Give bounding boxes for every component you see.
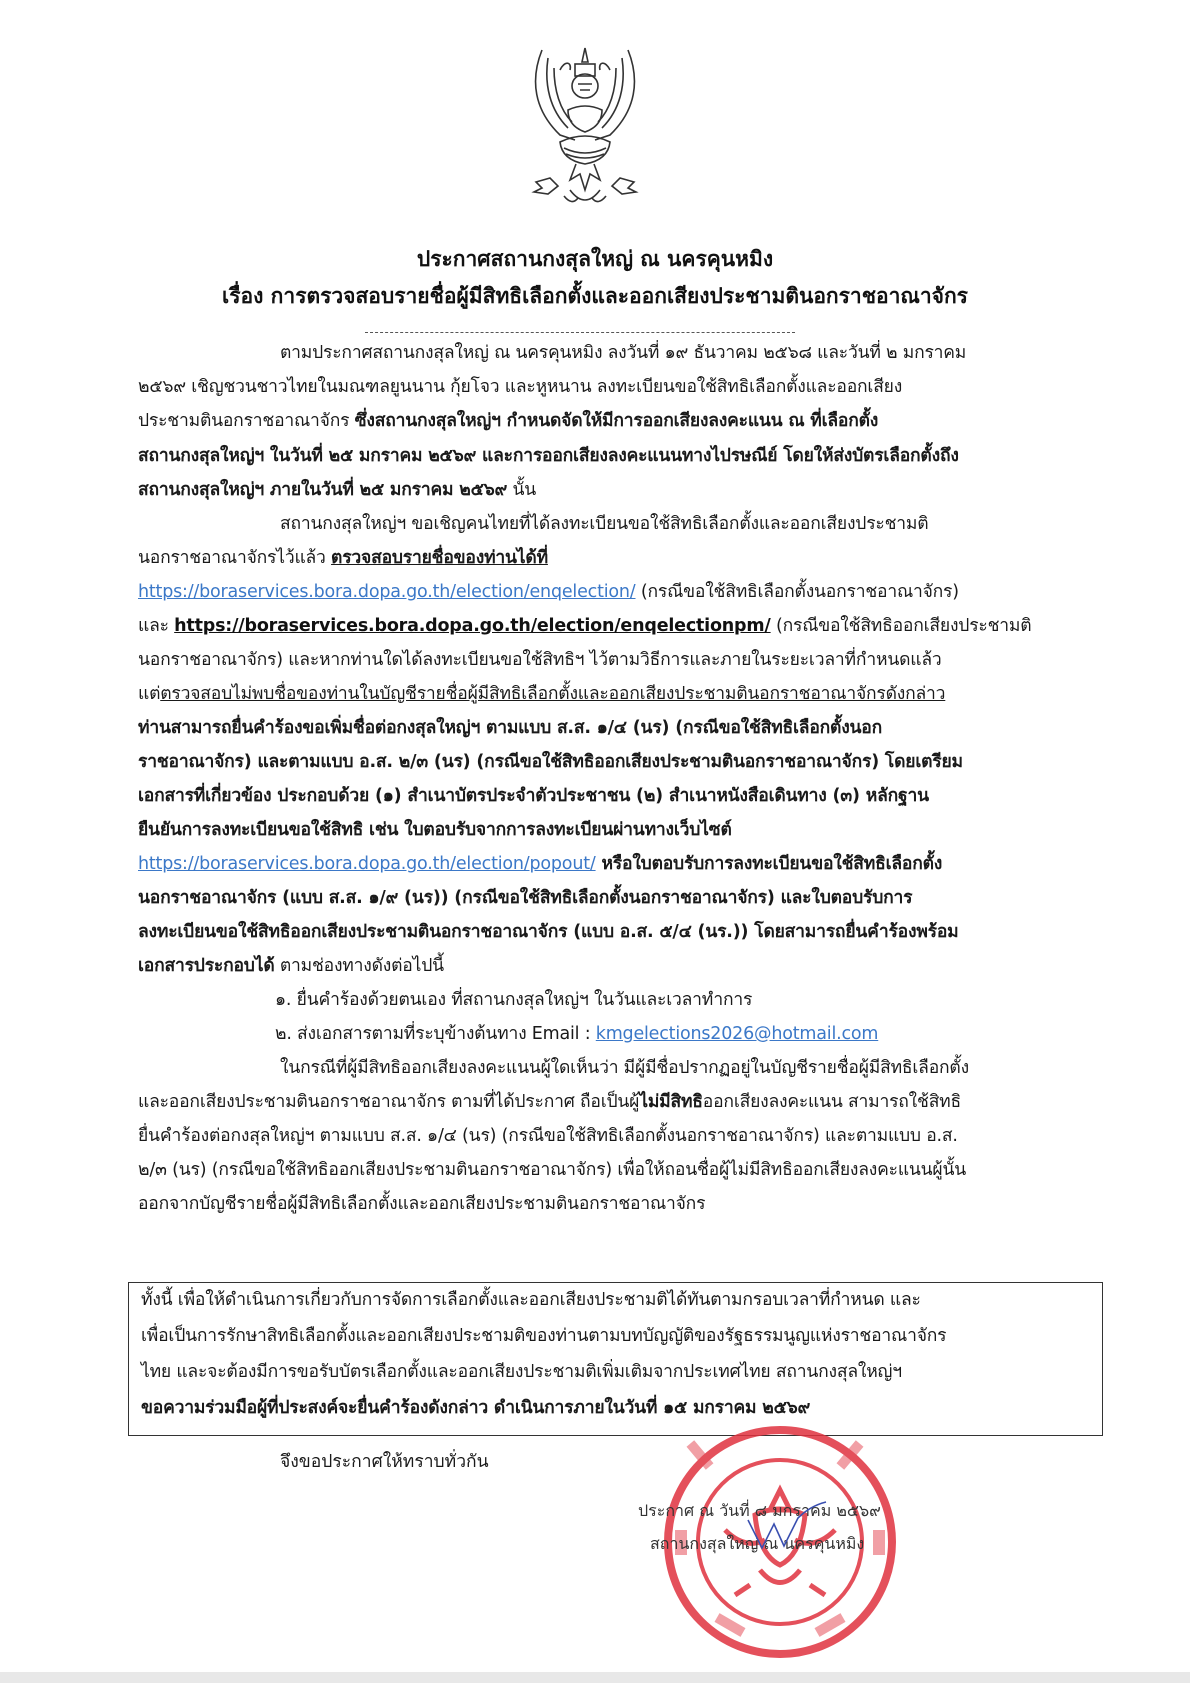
para2-line10: ยืนยันการลงทะเบียนขอใช้สิทธิ เช่น ใบตอบรับจากการลงทะเบียนผ่านทางเว็บไซต์ [138, 820, 732, 840]
para2-line6-underlined: ตรวจสอบไม่พบชื่อของท่านในบัญชีรายชื่อผู้มีสิทธิเลือกตั้งและออกเสียงประชามตินอกราชอาณาจักรดังกล่าว [160, 684, 946, 704]
para3-line2-b: ออกเสียงลงคะแนน สามารถใช้สิทธิ [702, 1092, 962, 1112]
para2-line6 [138, 679, 1098, 709]
para2-line14-bold: เอกสารประกอบได้ [138, 956, 275, 976]
para2-line2-text: นอกราชอาณาจักรไว้แล้ว [138, 548, 332, 568]
garuda-emblem-icon [520, 40, 650, 220]
announcement-subject: เรื่อง การตรวจสอบรายชื่อผู้มีสิทธิเลือกตั้งและออกเสียงประชามตินอกราชอาณาจักร [222, 284, 968, 308]
para3-line3: ยื่นคำร้องต่อกงสุลใหญ่ฯ ตามแบบ ส.ส. ๑/๔ (นร) (กรณีขอใช้สิทธิเลือกตั้งนอกราชอาณาจักร) และตามแบบ อ.ส. [138, 1126, 958, 1146]
para2-line8: ราชอาณาจักร) และตามแบบ อ.ส. ๒/๓ (นร) (กรณีขอใช้สิทธิออกเสียงประชามตินอกราชอาณาจักร) โดยเตรียม [138, 752, 963, 772]
para1-line2: ๒๕๖๙ เชิญชวนชาวไทยในมณฑลยูนนาน กุ้ยโจว และหูหนาน ลงทะเบียนขอใช้สิทธิเลือกตั้งและออกเสียง [138, 377, 903, 397]
para2-line13: ลงทะเบียนขอใช้สิทธิออกเสียงประชามตินอกราชอาณาจักร (แบบ อ.ส. ๕/๔ (นร.)) โดยสามารถยื่นคำร้องพร้อม [138, 922, 959, 942]
closing-statement: จึงขอประกาศให้ทราบทั่วกัน [280, 1452, 489, 1472]
para2-line12: นอกราชอาณาจักร (แบบ ส.ส. ๑/๙ (นร)) (กรณีขอใช้สิทธิเลือกตั้งนอกราชอาณาจักร) และใบตอบรับการ [138, 888, 913, 908]
channel-item-2 [275, 1019, 1095, 1049]
para1-line3 [138, 406, 1098, 436]
para3-line5: ออกจากบัญชีรายชื่อผู้มีสิทธิเลือกตั้งและออกเสียงประชามตินอกราชอาณาจักร [138, 1194, 706, 1214]
link1-note: (กรณีขอใช้สิทธิเลือกตั้งนอกราชอาณาจักร) [635, 582, 959, 602]
para1-line3-bold: ซึ่งสถานกงสุลใหญ่ฯ กำหนดจัดให้มีการออกเสียงลงคะแนน ณ ที่เลือกตั้ง [354, 411, 879, 431]
para2-line9: เอกสารที่เกี่ยวข้อง ประกอบด้วย (๑) สำเนาบัตรประจำตัวประชาชน (๒) สำเนาหนังสือเดินทาง (๓) หลักฐาน [138, 786, 929, 806]
para1-line1: ตามประกาศสถานกงสุลใหญ่ ณ นครคุนหมิง ลงวันที่ ๑๙ ธันวาคม ๒๕๖๘ และวันที่ ๒ มกราคม [280, 343, 967, 363]
issuer-name: สถานกงสุลใหญ่ ณ นครคุนหมิง [650, 1534, 865, 1553]
para2-line1: สถานกงสุลใหญ่ฯ ขอเชิญคนไทยที่ได้ลงทะเบียนขอใช้สิทธิเลือกตั้งและออกเสียงประชามติ [280, 514, 929, 534]
notice-line2: เพื่อเป็นการรักษาสิทธิเลือกตั้งและออกเสียงประชามติของท่านตามบทบัญญัติของรัฐธรรมนูญแห่งราชอาณาจักร [141, 1326, 947, 1346]
para2-line14 [138, 951, 1098, 981]
para1-line4: สถานกงสุลใหญ่ฯ ในวันที่ ๒๕ มกราคม ๒๕๖๙ และการออกเสียงลงคะแนนทางไปรษณีย์ โดยให้ส่งบัตรเลือกตั้งถึง [138, 446, 959, 466]
para3-line2-a: และออกเสียงประชามตินอกราชอาณาจักร ตามที่ได้ประกาศ ถือเป็นผู้ [138, 1092, 640, 1112]
channel-item-2-text: ๒. ส่งเอกสารตามที่ระบุข้างต้นทาง Email : [275, 1024, 596, 1044]
handwritten-signature-icon [740, 1500, 830, 1555]
para2-line7: ท่านสามารถยื่นคำร้องขอเพิ่มชื่อต่อกงสุลใหญ่ฯ ตามแบบ ส.ส. ๑/๔ (นร) (กรณีขอใช้สิทธิเลือกตั้งนอก [138, 718, 883, 738]
check-name-heading: ตรวจสอบรายชื่อของท่านได้ที่ [331, 548, 548, 568]
notice-line3: ไทย และจะต้องมีการขอรับบัตรเลือกตั้งและออกเสียงประชามติเพิ่มเติมจากประเทศไทย สถานกงสุลใหญ่ฯ [141, 1362, 902, 1382]
para2-line11 [138, 849, 1098, 879]
para1-line3-text: ประชามตินอกราชอาณาจักร [138, 411, 355, 431]
para3-line2 [138, 1087, 1098, 1117]
notice-line1: ทั้งนี้ เพื่อให้ดำเนินการเกี่ยวกับการจัดการเลือกตั้งและออกเสียงประชามติได้ทันตามกรอบเวลาที่กำหนด และ [141, 1290, 921, 1310]
email-link[interactable]: kmgelections2026@hotmail.com [595, 1024, 879, 1044]
para2-line14-text: ตามช่องทางดังต่อไปนี้ [274, 956, 444, 976]
para1-line5-text: นั้น [507, 480, 537, 500]
para2-line11-bold: หรือใบตอบรับการลงทะเบียนขอใช้สิทธิเลือกตั้ง [595, 854, 943, 874]
para2-line2 [138, 543, 1098, 573]
para2-line4-prefix: และ [138, 616, 175, 636]
para2-line4 [138, 611, 1098, 641]
announcement-title: ประกาศสถานกงสุลใหญ่ ณ นครคุนหมิง [416, 247, 774, 271]
enqelectionpm-link[interactable]: https://boraservices.bora.dopa.go.th/election/enqelectionpm/ [174, 616, 771, 636]
channel-item-1: ๑. ยื่นคำร้องด้วยตนเอง ที่สถานกงสุลใหญ่ฯ ในวันและเวลาทำการ [275, 990, 753, 1010]
link2-note: (กรณีขอใช้สิทธิออกเสียงประชามติ [770, 616, 1032, 636]
para3-line4: ๒/๓ (นร) (กรณีขอใช้สิทธิออกเสียงประชามตินอกราชอาณาจักร) เพื่อให้ถอนชื่อผู้ไม่มีสิทธิออกเสียงลงคะแนนผู้นั้น [138, 1160, 967, 1180]
para1-line5 [138, 475, 1098, 505]
scan-edge [0, 1672, 1190, 1683]
announcement-date: ประกาศ ณ วันที่ ๘ มกราคม ๒๕๖๙ [638, 1501, 881, 1520]
notice-line4: ขอความร่วมมือผู้ที่ประสงค์จะยื่นคำร้องดังกล่าว ดำเนินการภายในวันที่ ๑๕ มกราคม ๒๕๖๙ [141, 1398, 811, 1418]
para2-line5: นอกราชอาณาจักร) และหากท่านใดได้ลงทะเบียนขอใช้สิทธิฯ ไว้ตามวิธีการและภายในระยะเวลาที่กำหนดแล้ว [138, 650, 942, 670]
para3-line2-bold: ไม่มีสิทธิ [639, 1092, 703, 1112]
deadline-notice-box [128, 1282, 1103, 1436]
para2-line6-prefix: แต่ [138, 684, 161, 704]
popout-link[interactable]: https://boraservices.bora.dopa.go.th/election/popout/ [138, 854, 596, 874]
para1-line5-bold: สถานกงสุลใหญ่ฯ ภายในวันที่ ๒๕ มกราคม ๒๕๖๙ [138, 480, 508, 500]
para2-line3 [138, 577, 1098, 607]
title-divider [365, 332, 795, 333]
para3-line1: ในกรณีที่ผู้มีสิทธิออกเสียงลงคะแนนผู้ใดเห็นว่า มีผู้มีชื่อปรากฏอยู่ในบัญชีรายชื่อผู้มีสิทธิเลือกตั้ง [280, 1058, 969, 1078]
enqelection-link[interactable]: https://boraservices.bora.dopa.go.th/election/enqelection/ [138, 582, 636, 602]
